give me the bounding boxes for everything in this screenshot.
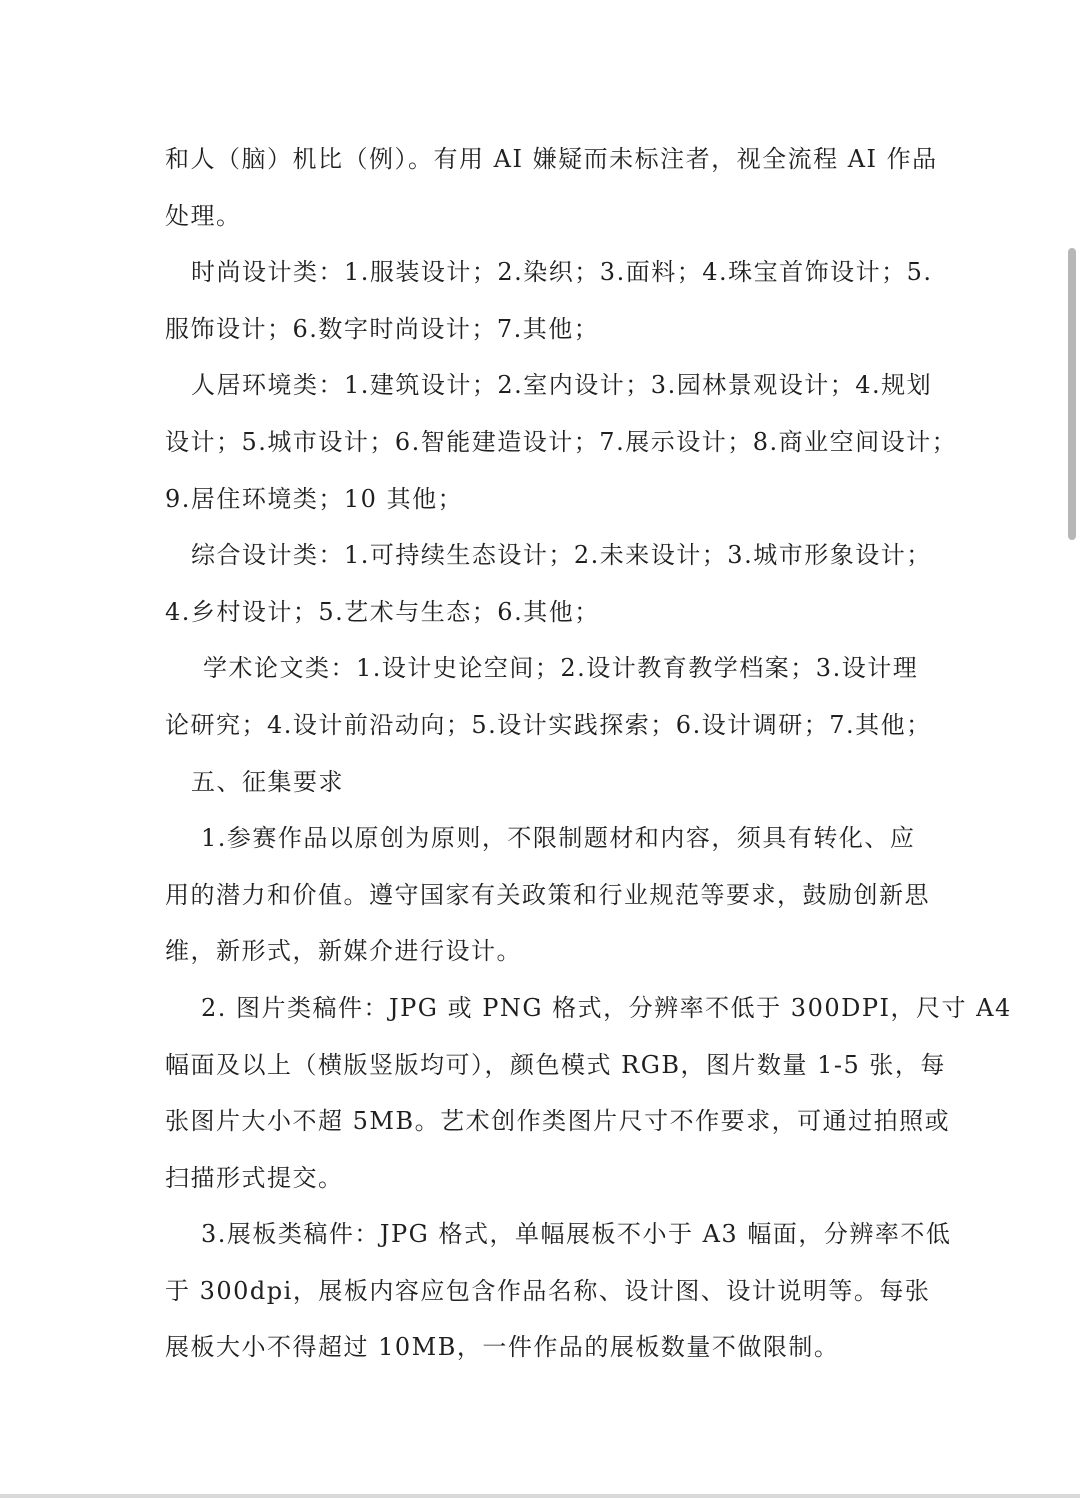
paragraph-line: 人居环境类：1.建筑设计；2.室内设计；3.园林景观设计；4.规划 bbox=[191, 371, 933, 400]
page-bottom-edge bbox=[0, 1494, 1080, 1498]
paragraph-line: 1.参赛作品以原创为原则，不限制题材和内容，须具有转化、应 bbox=[201, 824, 916, 853]
paragraph-line: 张图片大小不超 5MB。艺术创作类图片尺寸不作要求，可通过拍照或 bbox=[165, 1107, 951, 1136]
paragraph-line: 扫描形式提交。 bbox=[165, 1163, 344, 1192]
paragraph-line: 和人（脑）机比（例）。有用 AI 嫌疑而未标注者，视全流程 AI 作品 bbox=[165, 145, 938, 173]
paragraph-line: 设计；5.城市设计；6.智能建造设计；7.展示设计；8.商业空间设计； bbox=[165, 427, 958, 456]
paragraph-line: 时尚设计类：1.服装设计；2.染织；3.面料；4.珠宝首饰设计；5. bbox=[191, 258, 933, 287]
paragraph-line: 展板大小不得超过 10MB，一件作品的展板数量不做限制。 bbox=[165, 1333, 840, 1362]
paragraph-line: 4.乡村设计；5.艺术与生态；6.其他； bbox=[165, 597, 600, 626]
paragraph-line: 9.居住环境类；10 其他； bbox=[165, 484, 464, 513]
paragraph-line: 处理。 bbox=[165, 201, 242, 230]
paragraph-line: 用的潜力和价值。遵守国家有关政策和行业规范等要求，鼓励创新思 bbox=[165, 880, 930, 909]
paragraph-line: 论研究；4.设计前沿动向；5.设计实践探索；6.设计调研；7.其他； bbox=[165, 710, 932, 739]
paragraph-line: 综合设计类：1.可持续生态设计；2.未来设计；3.城市形象设计； bbox=[191, 541, 932, 570]
scrollbar-thumb[interactable] bbox=[1068, 248, 1076, 540]
paragraph-line: 维，新形式，新媒介进行设计。 bbox=[165, 937, 522, 966]
paragraph-line: 学术论文类：1.设计史论空间；2.设计教育教学档案；3.设计理 bbox=[203, 654, 919, 683]
paragraph-line: 服饰设计；6.数字时尚设计；7.其他； bbox=[165, 314, 600, 343]
paragraph-line: 3.展板类稿件：JPG 格式，单幅展板不小于 A3 幅面，分辨率不低 bbox=[201, 1220, 952, 1249]
section-heading: 五、征集要求 bbox=[191, 767, 344, 796]
vertical-scrollbar[interactable] bbox=[1066, 248, 1080, 540]
document-body bbox=[165, 131, 1012, 1376]
paragraph-line: 2. 图片类稿件：JPG 或 PNG 格式，分辨率不低于 300DPI，尺寸 A4 bbox=[201, 993, 1012, 1022]
paragraph-line: 幅面及以上（横版竖版均可），颜色模式 RGB，图片数量 1-5 张，每 bbox=[165, 1050, 946, 1079]
paragraph-line: 于 300dpi，展板内容应包含作品名称、设计图、设计说明等。每张 bbox=[165, 1276, 931, 1305]
